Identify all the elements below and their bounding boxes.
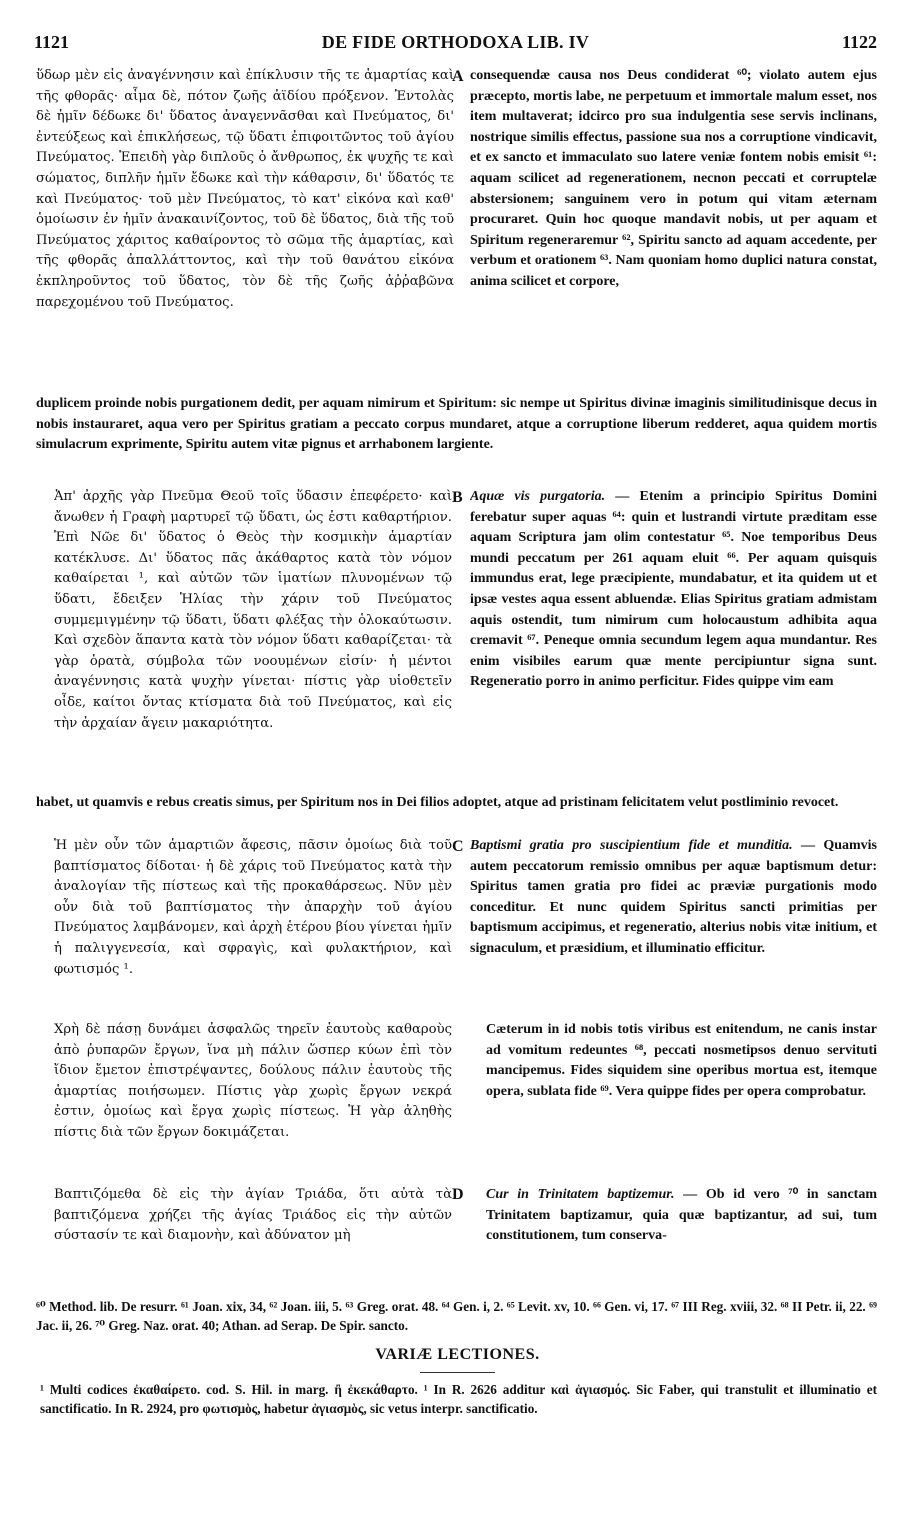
latin-column-c2 xyxy=(486,1020,877,1180)
running-title: DE FIDE ORTHODOXA LIB. IV xyxy=(321,32,590,52)
greek-column-b xyxy=(54,487,452,793)
sidenote-heading-c: Baptismi gratia pro suscipientium fide et munditia. xyxy=(470,838,793,853)
greek-text-c: Ἡ μὲν οὖν τῶν ἁμαρτιῶν ἄφεσις, πᾶσιν ὁμοίως διὰ τοῦ βαπτίσματος δίδοται· ἡ δὲ χάρις τοῦ Πνεύματος κατὰ τὴν ἀναλογίαν τῆς πίστεως καὶ τῆς προκαθάρσεως. Νῦν μὲν οὖν διὰ τοῦ βαπτίσματος τὴν ἀπαρχὴν τοῦ ἁγίου Πνεύματος λαμβάνομεν, καὶ ἀρχὴ ἑτέρου βίου γίνεται ἡμῖν ἡ παλιγγενεσία, καὶ σφραγὶς, καὶ φυλακτήριον, καὶ φωτισμός ¹. xyxy=(54,838,452,977)
title-underline xyxy=(420,1372,495,1373)
left-page-number: 1121 xyxy=(34,32,70,52)
greek-column-a xyxy=(36,66,454,394)
latin-text-d: — Ob id vero ⁷⁰ in sanctam Trinitatem baptizamur, quia quæ baptizantur, ad sui, tum constitutionem, tum conserva- xyxy=(486,1187,877,1244)
variae-lectiones xyxy=(40,1380,877,1418)
greek-column-c xyxy=(54,836,452,1013)
latin-column-a xyxy=(470,66,877,394)
section-marker-b: B xyxy=(452,489,463,506)
latin-text-a-cont: duplicem proinde nobis purgationem dedit, per aquam nimirum et Spiritum: sic nempe ut Spiritus divinæ imaginis similitudinisque decus in nobis instauraret, aqua vero per Spiritus gratiam a peccato corpus mundaret, atque a corruptione liberum redderet, aqua quidem mortis simulacrum exprimente, Spiritu autem vitæ pignus et arrhabonem largiente. xyxy=(36,396,877,453)
latin-text-c: — Quamvis autem peccatorum remissio omnibus per aquæ baptismum detur: Spiritus tamen gratia pro fidei ac præviæ purgationis modo conceditur. Et nunc quidem Spiritus sancti primitias per baptismum accipimus, et regeneratio, alterius nobis vitæ initium, et signaculum, et præsidium, et illuminatio efficitur. xyxy=(470,838,877,956)
variae-lectiones-title: VARIÆ LECTIONES. xyxy=(375,1346,540,1363)
latin-text-a: consequendæ causa nos Deus condiderat ⁶⁰; violato autem ejus præcepto, mortis labe, ne perpetuum et immortale malum esset, nos item multaverat; idcirco pro sua indulgentia sese servis inclinans, nostrique similis effectus, passione sua nos a corruptione vindicavit, et ex sancto et immaculato suo latere veniæ fontem nobis emisit ⁶¹: aquam scilicet ad regenerationem, necnon peccati et corruptelæ abstersionem; sanguinem vero in potum qui vitam æternam procuraret. Quin hoc quoque mandavit nobis, ut per aquam et Spiritum regeneraremur ⁶², Spiritu sancto ad aquam accedente, per verbum et orationem ⁶³. Nam quoniam homo duplici natura constat, anima scilicet et corpore, xyxy=(470,68,877,289)
greek-column-d xyxy=(54,1185,452,1253)
page-header xyxy=(34,32,877,58)
greek-text-d: Βαπτιζόμεθα δὲ εἰς τὴν ἁγίαν Τριάδα, ὅτι αὐτὰ τὰ βαπτιζόμενα χρήζει τῆς ἁγίας Τριάδος εἰς τὴν αὐτῶν σύστασίν τε καὶ διαμονὴν, καὶ ἀδύνατον μὴ xyxy=(54,1187,452,1244)
section-marker-d: D xyxy=(452,1186,464,1203)
sidenote-heading-d: Cur in Trinitatem baptizemur. xyxy=(486,1187,675,1202)
latin-column-b xyxy=(470,487,877,793)
greek-text-c2: Χρὴ δὲ πάσῃ δυνάμει ἀσφαλῶς τηρεῖν ἑαυτοὺς καθαροὺς ἀπὸ ῥυπαρῶν ἔργων, ἵνα μὴ πάλιν ὥσπερ κύων ἐπὶ τὸν ἴδιον ἔμετον ἐπιστρέψαντες, δούλους πάλιν ἑαυτοὺς τῆς ἁμαρτίας ποιήσωμεν. Πίστις γὰρ χωρὶς ἔργων νεκρά ἐστιν, ὁμοίως καὶ ἔργα χωρὶς πίστεως. Ἡ γὰρ ἀληθὴς πίστις διὰ τῶν ἔργων δοκιμάζεται. xyxy=(54,1022,452,1140)
sidenote-heading-b: Aquæ vis purgatoria. xyxy=(470,489,606,504)
latin-text-b-cont: habet, ut quamvis e rebus creatis simus, per Spiritum nos in Dei filios adoptet, atque ad pristinam felicitatem velut postliminio revocet. xyxy=(36,795,839,810)
latin-text-c2: Cæterum in id nobis totis viribus est enitendum, ne canis instar ad vomitum redeuntes ⁶⁸, peccati nosmetipsos denuo servituti mancipemus. Fides siquidem sine operibus mortua est, itemque opera, sublata fide ⁶⁹. Vera quippe fides per opera comprobatur. xyxy=(486,1022,877,1099)
variae-lectiones-text: ¹ Multi codices ἐκαθαίρετο. cod. S. Hil. in marg. ἢ ἐκεκάθαρτο. ¹ In R. 2626 additur καὶ ἁγιασμός. Sic Faber, qui transtulit et illuminatio et sanctificatio. In R. 2924, pro φωτισμὸς, habetur ἁγιασμὸς, sic vetus interpr. sanctificatio. xyxy=(40,1382,877,1416)
right-page-number: 1122 xyxy=(841,32,877,52)
greek-text-a: ὕδωρ μὲν εἰς ἀναγέννησιν καὶ ἐπίκλυσιν τῆς τε ἁμαρτίας καὶ τῆς φθορᾶς· αἷμα δὲ, πότον ζωῆς ἀϊδίου πρόξενον. Ἐντολὰς δὲ ἡμῖν δέδωκε δι' ὕδατος ἀναγεννᾶσθαι καὶ Πνεύματος, δι' ἐντεύξεως καὶ ἐπικλήσεως, τῷ ὕδατι ἐπιφοιτῶντος τοῦ ἁγίου Πνεύματος. Ἐπειδὴ γὰρ διπλοῦς ὁ ἄνθρωπος, ἐκ ψυχῆς τε καὶ σώματος, διπλῆν ἡμῖν ἔδωκε καὶ τὴν κάθαρσιν, δι' ὕδατός τε καὶ Πνεύματος· τοῦ μὲν Πνεύματος, τὸ κατ' εἰκόνα καὶ καθ' ὁμοίωσιν ἐν ἡμῖν ἀνακαινίζοντος, τοῦ δὲ ὕδατος, διὰ τῆς τοῦ Πνεύματος χάριτος καθαίροντος τὸ σῶμα τῆς ἁμαρτίας, καὶ τῆς φθορᾶς ἀπαλλάττοντος, καὶ τὴν τοῦ θανάτου εἰκόνα ἐκπληροῦντος τοῦ ὕδατος, τὸν δὲ τῆς ζωῆς ἀῤῥαβῶνα παρεχομένου τοῦ Πνεύματος. xyxy=(36,68,454,310)
latin-text-b: — Etenim a principio Spiritus Domini ferebatur super aquas ⁶⁴: quin et lustrandi virtute præditam esse aquam Scriptura jam olim contestatur ⁶⁵. Noe temporibus Deus mundi peccatum per 261 aquam eluit ⁶⁶. Per aquam quisquis immundus erat, lege præcipiente, mundabatur, et ita quidem ut et ipsæ vestes aqua essent abluendæ. Elias Spiritus gratiam admistam aquis ostendit, tum nimirum cum holocaustum adhibita aqua cremavit ⁶⁷. Peneque omnia secundum legem aqua mundantur. Res enim visibiles earum quæ mente percipiuntur signa sunt. Regeneratio porro in animo perficitur. Fides quippe vim eam xyxy=(470,489,877,690)
greek-column-c2 xyxy=(54,1020,452,1185)
latin-column-d xyxy=(486,1185,877,1253)
section-marker-c: C xyxy=(452,838,464,855)
greek-text-b: Ἀπ' ἀρχῆς γὰρ Πνεῦμα Θεοῦ τοῖς ὕδασιν ἐπεφέρετο· καὶ ἄνωθεν ἡ Γραφὴ μαρτυρεῖ τῷ ὕδατι, ὡς ἐστι καθαρτήριον. Ἐπὶ Νῶε δι' ὕδατος ὁ Θεὸς τὴν κοσμικὴν ἁμαρτίαν κατέκλυσε. Δι' ὕδατος πᾶς ἀκάθαρτος κατὰ τὸν νόμον καθαίρεται ¹, καὶ αὐτῶν τῶν ἱματίων πλυνομένων τῷ ὕδατι, ἔδειξεν Ἡλίας τὴν χάριν τοῦ Πνεύματος συμμεμιγμένην τῷ ὕδατι, ὕδατι φλέξας τὴν ὁλοκαύτωσιν. Καὶ σχεδὸν ἅπαντα κατὰ τὸν νόμον ὕδατι καθαρίζεται· τὰ γὰρ ὁρατὰ, σύμβολα τῶν νοουμένων εἰσίν· ἡ μέντοι ἀναγέννησις κατὰ ψυχὴν γίνεται· πίστις γὰρ υἱοθετεῖν οἶδε, καίτοι ὄντας κτίσματα διὰ τοῦ Πνεύματος, καὶ εἰς τὴν ἀρχαίαν ἄγειν μακαριότητα. xyxy=(54,489,452,731)
latin-continuation-a xyxy=(36,394,877,478)
footnotes xyxy=(36,1297,877,1335)
latin-column-c xyxy=(470,836,877,1016)
footnotes-text: ⁶⁰ Method. lib. De resurr. ⁶¹ Joan. xix, 34, ⁶² Joan. iii, 5. ⁶³ Greg. orat. 48. ⁶⁴ Gen. i, 2. ⁶⁵ Levit. xv, 10. ⁶⁶ Gen. vi, 17. ⁶⁷ III Reg. xviii, 32. ⁶⁸ II Petr. ii, 22. ⁶⁹ Jac. ii, 26. ⁷⁰ Greg. Naz. orat. 40; Athan. ad Serap. De Spir. sancto. xyxy=(36,1299,877,1333)
latin-continuation-b xyxy=(36,793,877,837)
section-marker-a: A xyxy=(452,68,464,85)
